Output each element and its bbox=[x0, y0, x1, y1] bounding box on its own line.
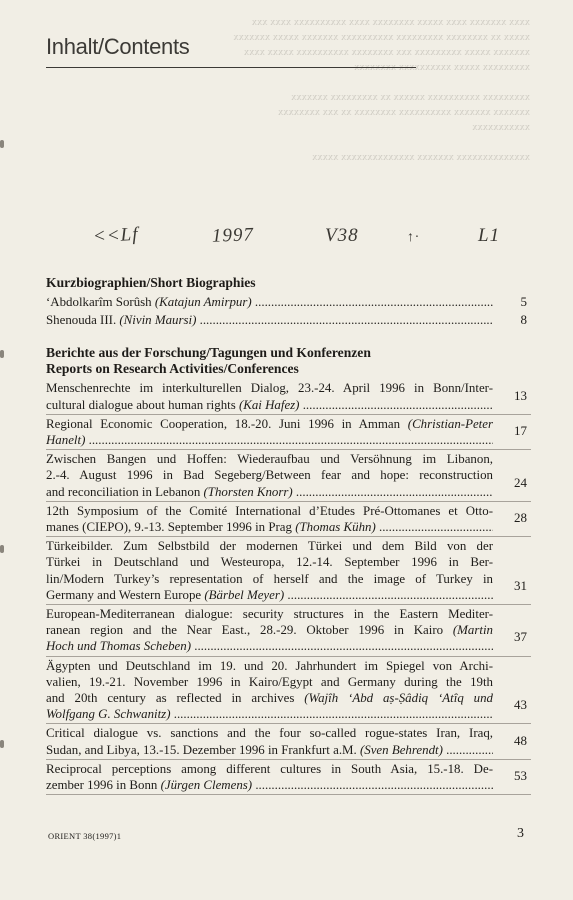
toc-entry-line bbox=[46, 638, 493, 654]
toc-entry[interactable] bbox=[46, 760, 531, 795]
toc-entry-line bbox=[46, 519, 493, 535]
entry-title-text: Critical dialogue vs. sanctions and the four so-called rogue-states Iran, Iraq, bbox=[46, 726, 493, 741]
entry-page-number: 37 bbox=[514, 629, 527, 645]
entry-author: (Thorsten Knorr) bbox=[203, 484, 293, 499]
toc-entry-line bbox=[46, 761, 493, 777]
entry-author: Hanelt) bbox=[46, 433, 86, 448]
toc-entry-line bbox=[46, 294, 493, 310]
toc-entry[interactable] bbox=[46, 311, 531, 329]
entry-title-text: 2.-4. August 1996 in Bad Segeberg/Between fear and hope: reconstruction bbox=[46, 468, 493, 483]
entry-page-number: 13 bbox=[514, 387, 527, 403]
entry-title-text: Türkei in Deutschland und Westeuropa, 12.-14. September 1996 in Ber- bbox=[46, 555, 493, 570]
toc-entry-line bbox=[46, 432, 493, 448]
toc-entry-line bbox=[46, 380, 493, 396]
entry-title-text: zember 1996 in Bonn bbox=[46, 778, 161, 793]
entry-author: (Martin bbox=[452, 623, 493, 638]
margin-mark bbox=[0, 350, 4, 358]
toc-entry-line bbox=[46, 467, 493, 483]
toc-entry-line bbox=[46, 571, 493, 587]
entry-author: Wolfgang G. Schwanitz) bbox=[46, 707, 171, 722]
toc-entry-line bbox=[46, 503, 493, 519]
margin-mark bbox=[0, 140, 4, 148]
entry-title-text: cultural dialogue about human rights bbox=[46, 397, 239, 412]
section-gap bbox=[46, 329, 531, 345]
entry-author: (Katajun Amirpur) bbox=[154, 295, 252, 309]
toc-entry[interactable] bbox=[46, 605, 531, 657]
entry-author: (Jürgen Clemens) bbox=[160, 778, 253, 793]
handwritten-note: <<Lf bbox=[92, 223, 139, 248]
toc-entry[interactable] bbox=[46, 379, 531, 414]
margin-mark bbox=[0, 740, 4, 748]
entry-title-text: European-Mediterranean dialogue: security structures in the Eastern Mediter- bbox=[46, 607, 493, 622]
toc-entry[interactable] bbox=[46, 293, 531, 311]
toc-entry-line bbox=[46, 484, 493, 500]
toc-entry[interactable] bbox=[46, 724, 531, 759]
toc-entry-line bbox=[46, 725, 493, 741]
handwritten-note: 1997 bbox=[211, 224, 255, 247]
show-through-text: xxxx xxxxxxx xxxx xxxxx xxxxxxxx xxxx xxxxxxxxxx xxxx xxx xxxxx xx xxxxxxxx xxxxxxxxx xxxxxxxxxx xxxxxxx xxxxx xxxxxxx xxxxxxx xxxxx xxxxxxxxx xxx xxxxxxxx xxxxxxxxxx xxxxx xxxx xxxxxxxxx xxxxx xxxxxxxxxx xxxxxxxx xxxxxxxxx xxxxxxxxxx xxxxxx xx xxxxxxxxx xxxxxxx xxxxxxx xxxxxxx xxxxxxxxxx xxxxxxxx xx xxx xxxxxxxx xxxxxxxxxxx xxxxxxxxxxxxxx xxxxxxx xxxxxxxxxxxxxx xxxxx bbox=[233, 17, 530, 163]
toc-entry[interactable] bbox=[46, 657, 531, 725]
toc-entry-line bbox=[46, 606, 493, 622]
toc-entry-line bbox=[46, 658, 493, 674]
entry-author: (Nivin Maursi) bbox=[119, 313, 197, 328]
entry-page-number: 24 bbox=[514, 474, 527, 490]
toc-entry-line bbox=[46, 416, 493, 432]
handwritten-note: L1 bbox=[478, 225, 501, 246]
page-number: 3 bbox=[517, 826, 524, 841]
entry-author: (Thomas Kühn) bbox=[295, 520, 376, 535]
toc-entry-line bbox=[46, 622, 493, 638]
entry-title-text: ranean region and the Near East., 28.-29. Oktober 1996 in Kairo bbox=[46, 623, 453, 638]
toc-entry-line bbox=[46, 690, 493, 706]
section-heading bbox=[46, 275, 531, 291]
entry-page-number: 48 bbox=[514, 732, 527, 748]
entry-title-text: Reciprocal perceptions among different cultures in South Asia, 15.-18. De- bbox=[46, 761, 493, 776]
toc-entry-line bbox=[46, 312, 493, 328]
section-heading bbox=[46, 345, 531, 377]
section-heading-line: Kurzbiographien/Short Biographies bbox=[46, 275, 256, 290]
toc-entry-line bbox=[46, 554, 493, 570]
entry-title-text: and reconciliation in Lebanon bbox=[46, 484, 204, 499]
entry-author: (Sven Behrendt) bbox=[359, 742, 443, 757]
toc-entry[interactable] bbox=[46, 537, 531, 605]
toc-entry[interactable] bbox=[46, 502, 531, 537]
entry-title-text: Regional Economic Cooperation, 18.-20. Juni 1996 in Amman bbox=[46, 416, 408, 431]
journal-citation: ORIENT 38(1997)1 bbox=[48, 831, 122, 841]
margin-mark bbox=[0, 545, 4, 553]
handwritten-note: ↑· bbox=[407, 230, 420, 245]
entry-title-text: manes (CIEPO), 9.-13. September 1996 in Prag bbox=[46, 520, 296, 535]
toc-entry-line bbox=[46, 742, 493, 758]
entry-page-number: 5 bbox=[520, 294, 527, 309]
entry-author: (Wajîh ‘Abd aṣ-Ṣâdiq ‘Atîq und bbox=[304, 691, 493, 706]
entry-title-text: Zwischen Bangen und Hoffen: Wiederaufbau und Versöhnung im Libanon, bbox=[46, 452, 493, 467]
toc-entry-line bbox=[46, 451, 493, 467]
entry-page-number: 43 bbox=[514, 697, 527, 713]
entry-title-text: lin/Modern Turkey’s representation of herself and the image of Turkey in bbox=[46, 571, 493, 586]
entry-title-text: Germany and Western Europe bbox=[46, 587, 205, 602]
title-rule bbox=[46, 67, 416, 68]
entry-title-text: Ägypten und Deutschland im 19. und 20. Jahrhundert im Spiegel von Archi- bbox=[46, 658, 493, 673]
entry-page-number: 53 bbox=[514, 768, 527, 784]
toc-entry-line bbox=[46, 397, 493, 413]
section-heading-line: Reports on Research Activities/Conferences bbox=[46, 361, 299, 377]
entry-title-text: Sudan, and Libya, 13.-15. Dezember 1996 in Frankfurt a.M. bbox=[46, 742, 360, 757]
entry-author: Hoch und Thomas Scheben) bbox=[46, 639, 191, 654]
toc-entry[interactable] bbox=[46, 450, 531, 502]
entry-title-text: 12th Symposium of the Comité International d’Etudes Pré-Ottomanes et Otto- bbox=[46, 503, 493, 518]
entry-title-text: Shenouda III. bbox=[46, 313, 120, 328]
entry-title-text: Türkeibilder. Zum Selbstbild der modernen Türkei und dem Bild von der bbox=[46, 539, 493, 554]
toc-entry[interactable] bbox=[46, 415, 531, 450]
section-heading-line: Berichte aus der Forschung/Tagungen und Konferenzen bbox=[46, 345, 371, 361]
entry-title-text: ‘Abdolkarîm Sorûsh bbox=[46, 295, 155, 309]
toc-entry-line bbox=[46, 674, 493, 690]
entry-page-number: 17 bbox=[514, 423, 527, 438]
entry-author: (Bärbel Meyer) bbox=[204, 587, 285, 602]
entry-author: (Christian-Peter bbox=[407, 416, 493, 431]
entry-title-text: and 20th century as reflected in archives bbox=[46, 691, 305, 706]
handwritten-note: V38 bbox=[325, 225, 359, 246]
entry-page-number: 8 bbox=[520, 312, 527, 328]
toc-entry-line bbox=[46, 706, 493, 722]
toc-entry-line bbox=[46, 777, 493, 793]
entry-title-text: Menschenrechte im interkulturellen Dialog, 23.-24. April 1996 in Bonn/Inter- bbox=[46, 381, 493, 396]
table-of-contents bbox=[46, 275, 531, 795]
page-title: Inhalt/Contents bbox=[46, 34, 190, 59]
entry-author: (Kai Hafez) bbox=[238, 397, 300, 412]
entry-page-number: 31 bbox=[514, 577, 527, 593]
entry-title-text: valien, 19.-21. November 1996 in Kairo/Egypt and Germany during the 19th bbox=[46, 674, 493, 689]
toc-entry-line bbox=[46, 587, 493, 603]
toc-entry-line bbox=[46, 538, 493, 554]
entry-page-number: 28 bbox=[514, 510, 527, 526]
